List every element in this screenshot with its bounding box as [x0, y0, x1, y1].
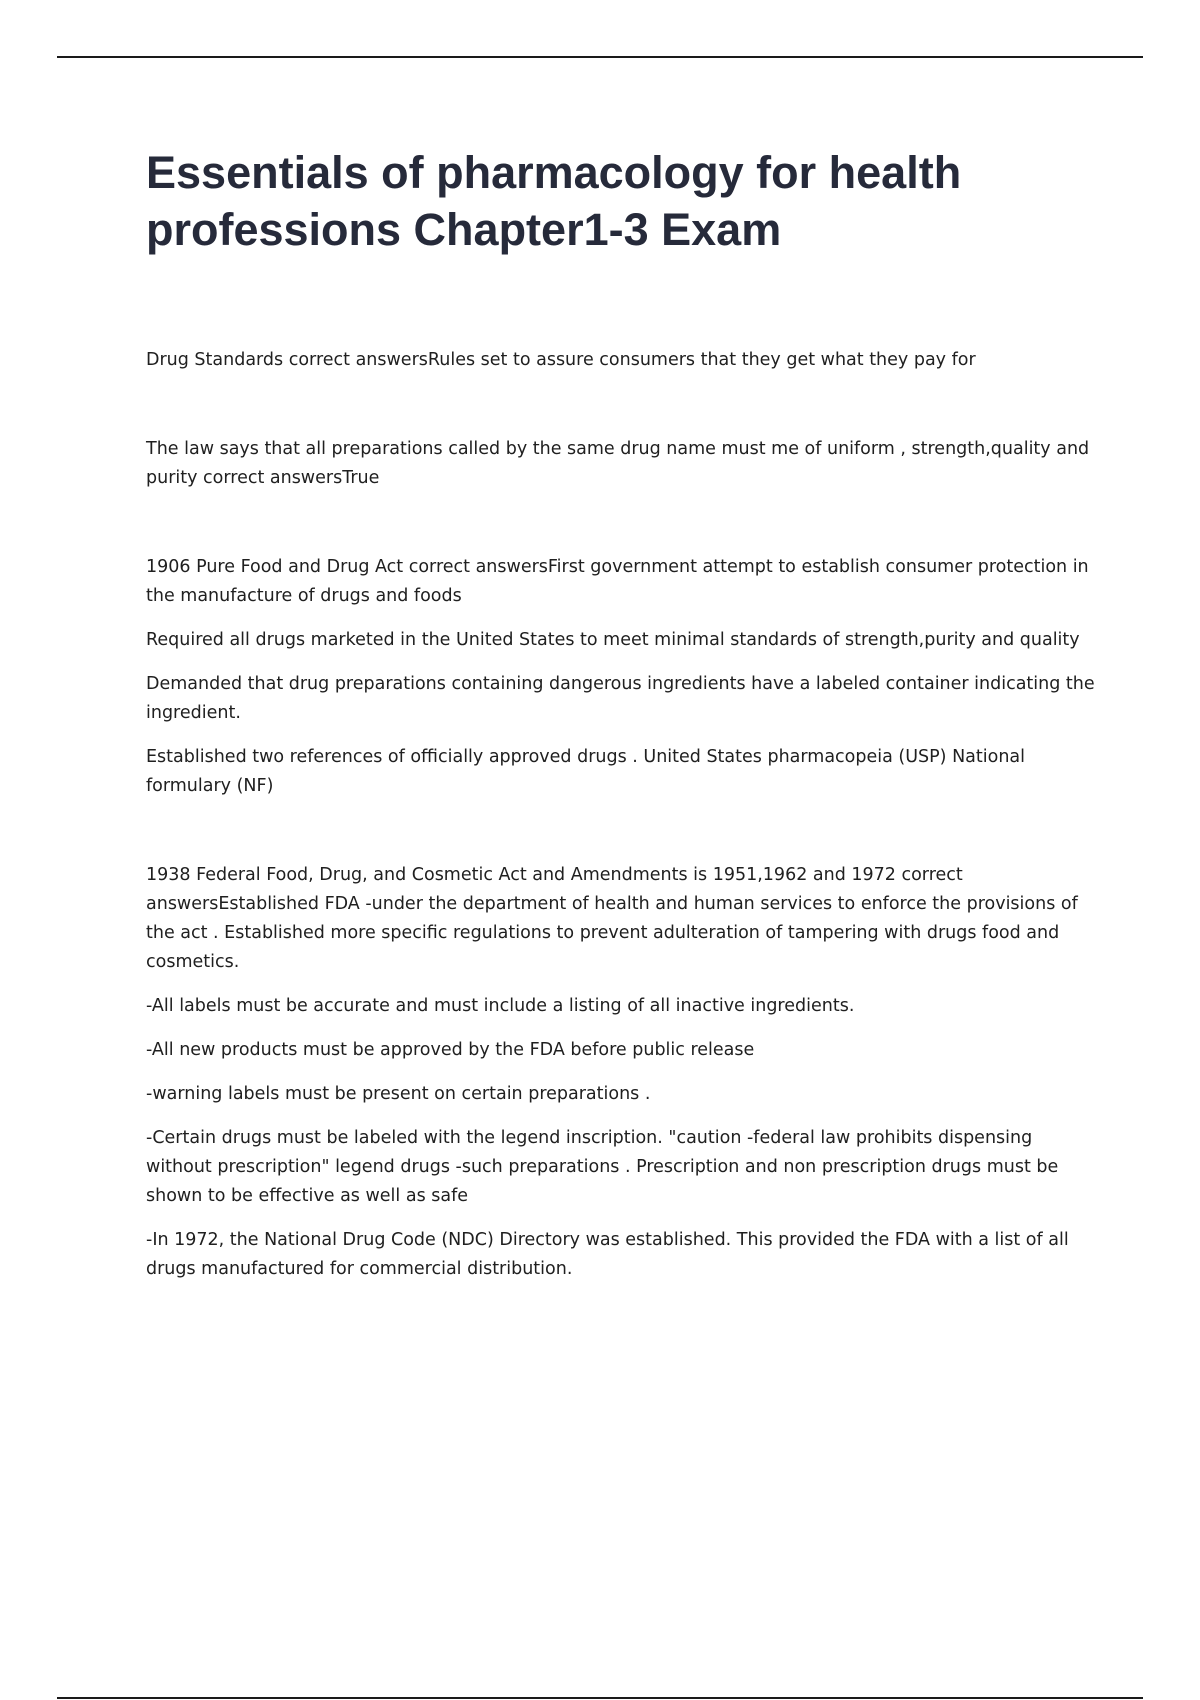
qa-block-drug-standards — [146, 346, 1096, 375]
paragraph: 1906 Pure Food and Drug Act correct answersFirst government attempt to establish consumer protection in the manufacture of drugs and foods — [146, 557, 1089, 606]
block-spacer — [146, 816, 1096, 861]
paragraph: -Certain drugs must be labeled with the legend inscription. "caution -federal law prohibits dispensing without prescription" legend drugs -such preparations . Prescription and non prescription drugs must be shown to be effective as well as safe — [146, 1128, 1059, 1206]
top-rule — [57, 56, 1143, 58]
qa-block-uniform-law — [146, 435, 1096, 493]
paragraph: Demanded that drug preparations containing dangerous ingredients have a labeled container indicating the ingredient. — [146, 674, 1095, 723]
paragraph: Established two references of officially approved drugs . United States pharmacopeia (USP) National formulary (NF) — [146, 747, 1025, 796]
paragraph: -All new products must be approved by the FDA before public release — [146, 1040, 755, 1060]
qa-block-1938-act — [146, 861, 1096, 1284]
block-spacer — [146, 508, 1096, 553]
page-title: Essentials of pharmacology for health professions Chapter1-3 Exam — [146, 147, 962, 255]
paragraph: -warning labels must be present on certain preparations . — [146, 1084, 651, 1104]
paragraph: Required all drugs marketed in the United States to meet minimal standards of strength,purity and quality — [146, 630, 1080, 650]
bottom-rule — [57, 1697, 1143, 1699]
paragraph: Drug Standards correct answersRules set to assure consumers that they get what they pay for — [146, 350, 976, 370]
paragraph: The law says that all preparations called by the same drug name must me of uniform , strength,quality and purity correct answersTrue — [146, 439, 1090, 488]
block-spacer — [146, 390, 1096, 435]
qa-block-1906-act — [146, 553, 1096, 801]
paragraph: 1938 Federal Food, Drug, and Cosmetic Act and Amendments is 1951,1962 and 1972 correct answersEstablished FDA -under the department of health and human services to enforce the provisions of the act . Established more specific regulations to prevent adulteration of tampering with drugs food and cosmetics. — [146, 865, 1078, 972]
paragraph: -All labels must be accurate and must include a listing of all inactive ingredients. — [146, 996, 855, 1016]
document-body — [146, 346, 1096, 1299]
paragraph: -In 1972, the National Drug Code (NDC) Directory was established. This provided the FDA with a list of all drugs manufactured for commercial distribution. — [146, 1230, 1069, 1279]
